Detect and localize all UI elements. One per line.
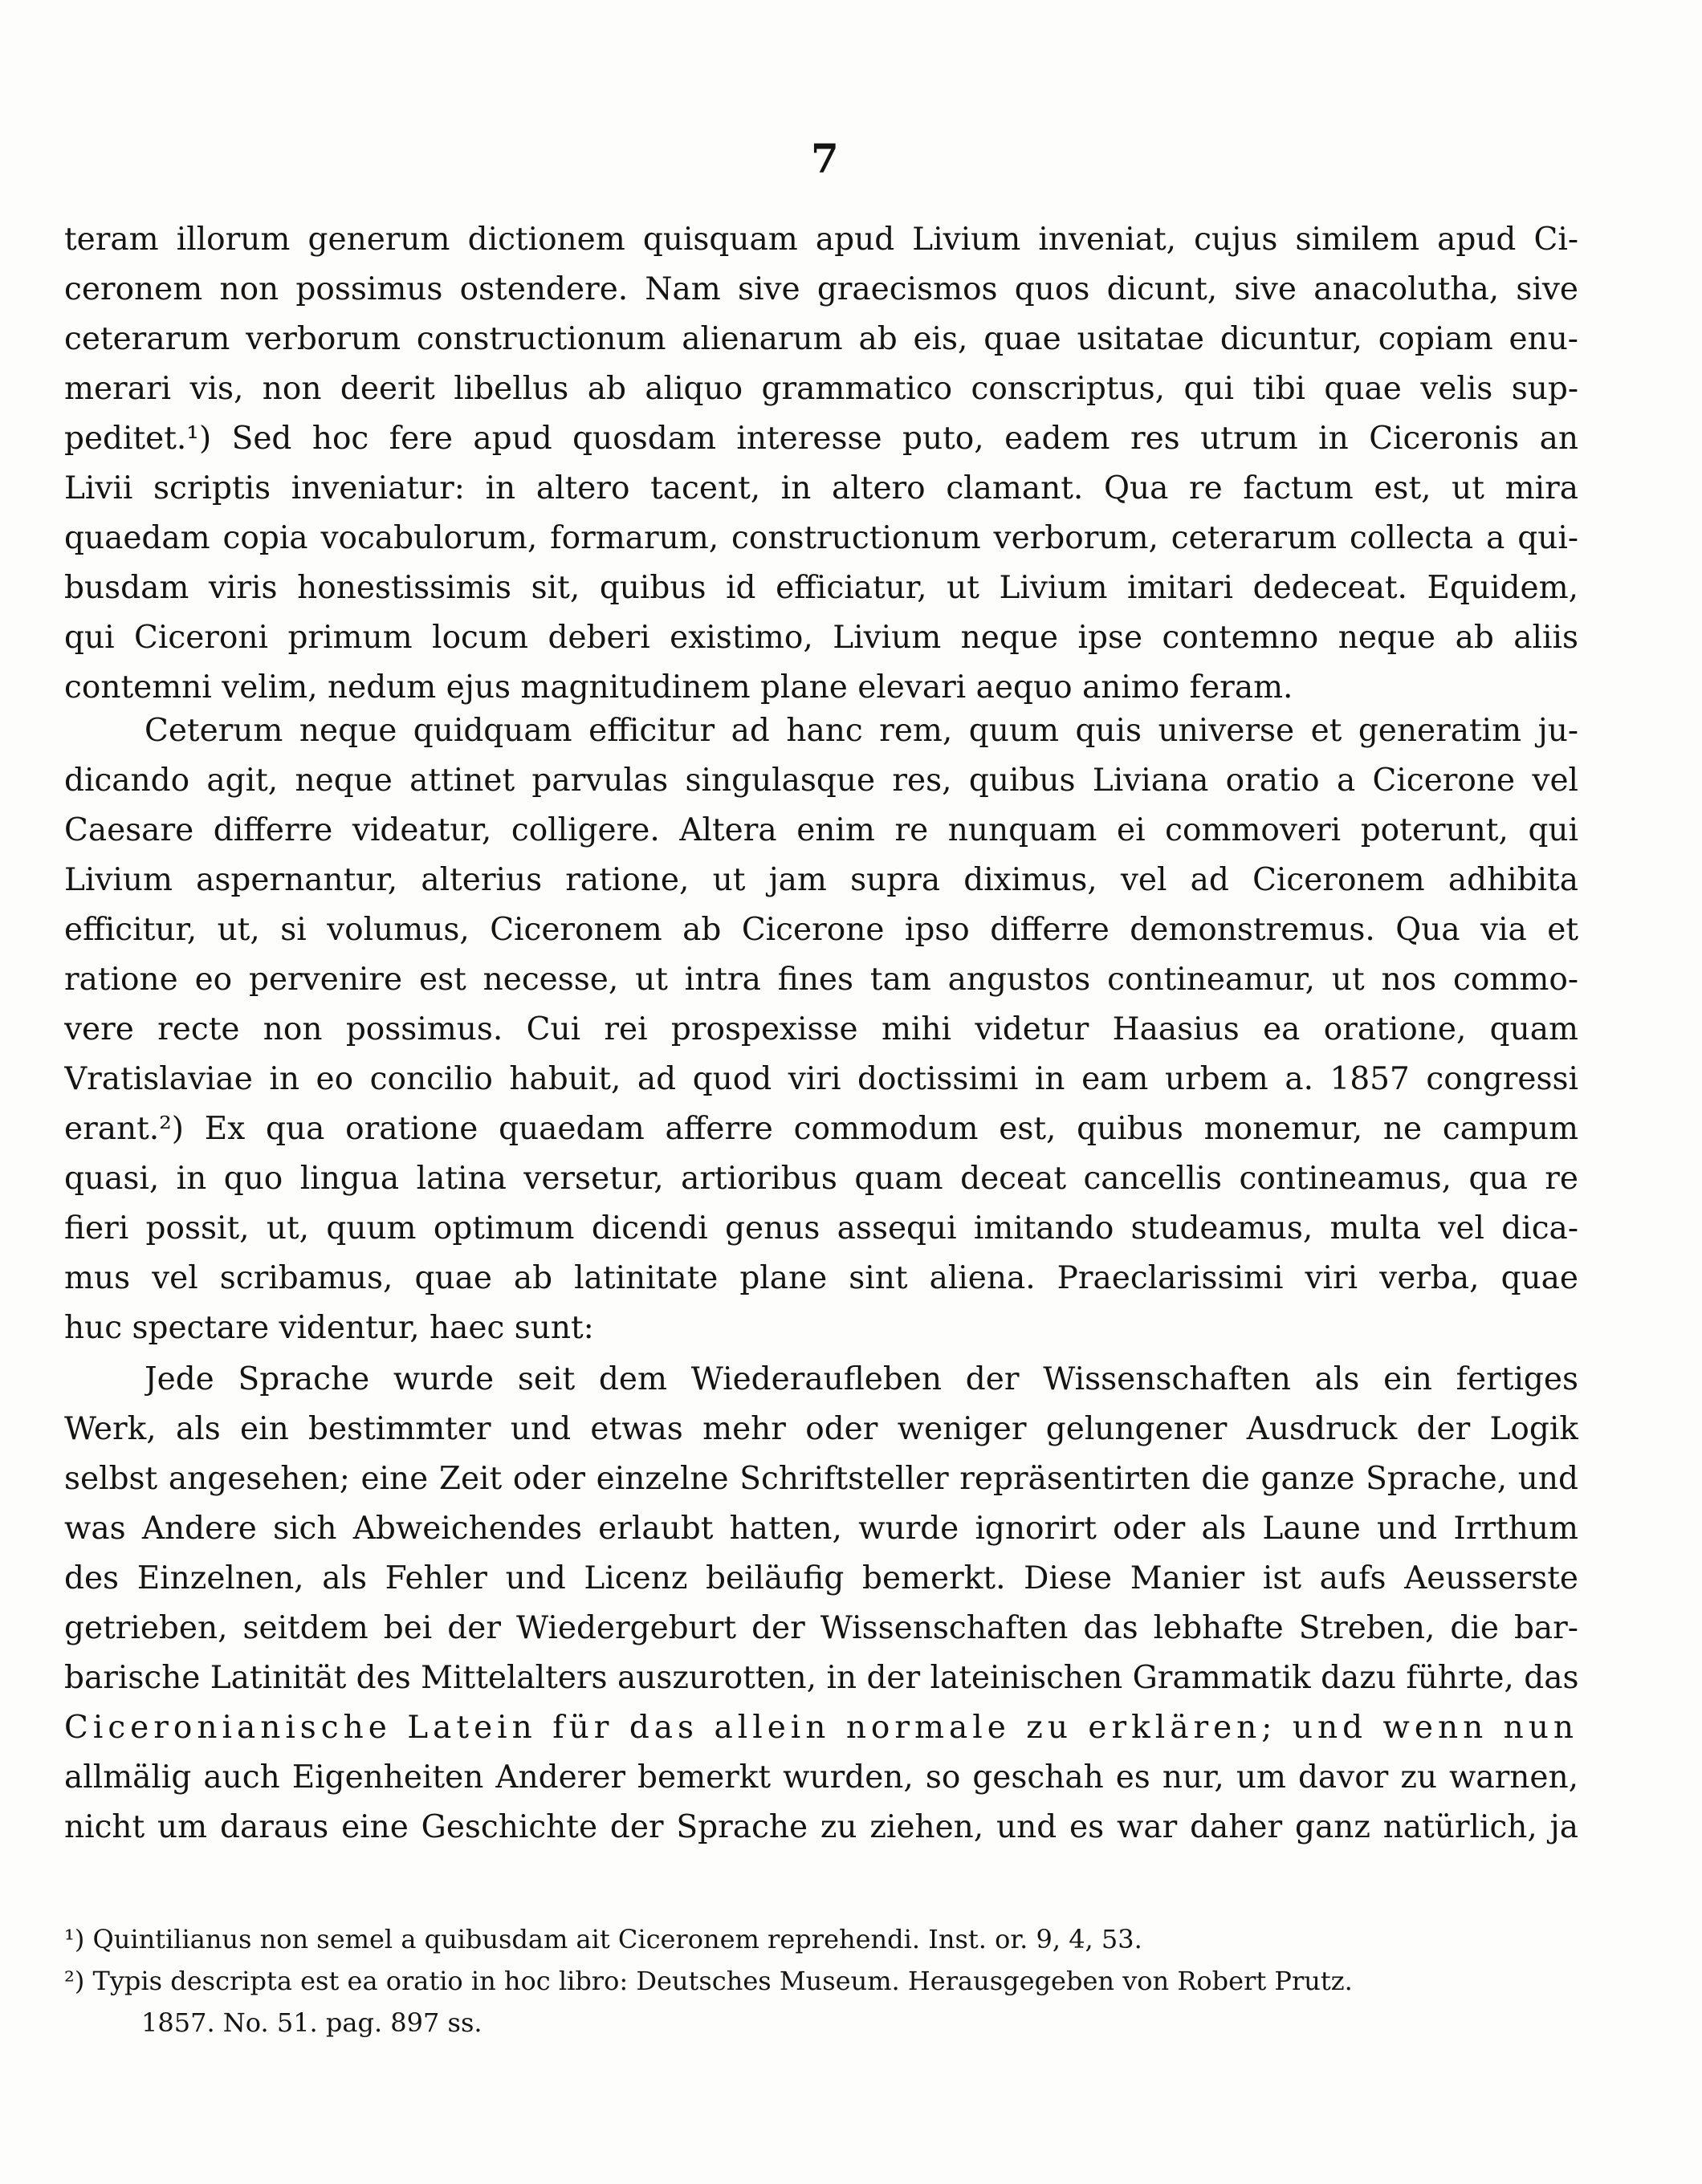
text-line: huc spectare videntur, haec sunt: xyxy=(64,1310,594,1346)
text-line: contemni velim, nedum ejus magnitudinem plane elevari aequo animo feram. xyxy=(64,669,1293,706)
text-line: qui Ciceroni primum locum deberi existimo, Livium neque ipse contemno neque ab aliis xyxy=(64,620,1578,656)
text-line: des Einzelnen, als Fehler und Licenz beiläufig bemerkt. Diese Manier ist aufs Aeusserste xyxy=(64,1560,1578,1596)
text-line: selbst angesehen; eine Zeit oder einzelne Schriftsteller repräsentirten die ganze Sprache, und xyxy=(64,1461,1578,1497)
text-line: peditet.¹) Sed hoc fere apud quosdam interesse puto, eadem res utrum in Ciceronis an xyxy=(64,421,1578,457)
text-line: getrieben, seitdem bei der Wiedergeburt der Wissenschaften das lebhafte Streben, die bar- xyxy=(64,1610,1578,1646)
text-line: ceterarum verborum constructionum alienarum ab eis, quae usitatae dicuntur, copiam enu- xyxy=(64,321,1578,357)
text-line: Ceterum neque quidquam efficitur ad hanc rem, quum quis universe et generatim ju- xyxy=(145,713,1578,749)
text-line: Werk, als ein bestimmter und etwas mehr oder weniger gelungener Ausdruck der Logik xyxy=(64,1411,1578,1447)
text-line: busdam viris honestissimis sit, quibus id efficiatur, ut Livium imitari dedeceat. Equidem, xyxy=(64,570,1578,606)
text-line: nicht um daraus eine Geschichte der Sprache zu ziehen, und es war daher ganz natürlich, ja xyxy=(64,1809,1578,1845)
text-line: efficitur, ut, si volumus, Ciceronem ab Cicerone ipso differre demonstremus. Qua via et xyxy=(64,912,1578,948)
text-line: merari vis, non deerit libellus ab aliquo grammatico conscriptus, qui tibi quae velis sup- xyxy=(64,371,1578,407)
text-line: quaedam copia vocabulorum, formarum, constructionum verborum, ceterarum collecta a qui- xyxy=(64,520,1578,556)
text-line: dicando agit, neque attinet parvulas singulasque res, quibus Liviana oratio a Cicerone vel xyxy=(64,763,1578,799)
text-line: Livium aspernantur, alterius ratione, ut jam supra diximus, vel ad Ciceronem adhibita xyxy=(64,862,1578,898)
text-line: barische Latinität des Mittelalters auszurotten, in der lateinischen Grammatik dazu führte, das xyxy=(64,1660,1578,1696)
text-line: Vratislaviae in eo concilio habuit, ad quod viri doctissimi in eam urbem a. 1857 congressi xyxy=(64,1061,1578,1097)
text-line: Ciceronianische Latein für das allein normale zu erklären; und wenn nun xyxy=(64,1710,1578,1746)
text-line: was Andere sich Abweichendes erlaubt hatten, wurde ignorirt oder als Laune und Irrthum xyxy=(64,1511,1578,1547)
text-line: fieri possit, ut, quum optimum dicendi genus assequi imitando studeamus, multa vel dica- xyxy=(64,1210,1578,1247)
footnote: ¹) Quintilianus non semel a quibusdam ait Ciceronem reprehendi. Inst. or. 9, 4, 53. xyxy=(64,1924,1142,1954)
text-line: ratione eo pervenire est necesse, ut intra fines tam angustos contineamur, ut nos commo- xyxy=(64,962,1578,998)
text-line: Caesare differre videatur, colligere. Altera enim re nunquam ei commoveri poterunt, qui xyxy=(64,812,1578,848)
text-line: quasi, in quo lingua latina versetur, artioribus quam deceat cancellis contineamus, qua re xyxy=(64,1161,1578,1197)
text-line: teram illorum generum dictionem quisquam apud Livium inveniat, cujus similem apud Ci- xyxy=(64,222,1578,258)
text-line: ceronem non possimus ostendere. Nam sive graecismos quos dicunt, sive anacolutha, sive xyxy=(64,271,1578,307)
page-number: 7 xyxy=(811,135,839,182)
footnote: 1857. No. 51. pag. 897 ss. xyxy=(141,2007,483,2038)
text-line: Jede Sprache wurde seit dem Wiederaufleben der Wissenschaften als ein fertiges xyxy=(145,1361,1578,1397)
footnote: ²) Typis descripta est ea oratio in hoc libro: Deutsches Museum. Herausgegeben von Robert Prutz. xyxy=(64,1966,1353,1996)
text-line: Livii scriptis inveniatur: in altero tacent, in altero clamant. Qua re factum est, ut mira xyxy=(64,470,1578,506)
text-line: mus vel scribamus, quae ab latinitate plane sint aliena. Praeclarissimi viri verba, quae xyxy=(64,1260,1578,1296)
text-line: allmälig auch Eigenheiten Anderer bemerkt wurden, so geschah es nur, um davor zu warnen, xyxy=(64,1759,1578,1796)
text-line: vere recte non possimus. Cui rei prospexisse mihi videtur Haasius ea oratione, quam xyxy=(64,1011,1578,1047)
text-line: erant.²) Ex qua oratione quaedam afferre commodum est, quibus monemur, ne campum xyxy=(64,1111,1578,1147)
